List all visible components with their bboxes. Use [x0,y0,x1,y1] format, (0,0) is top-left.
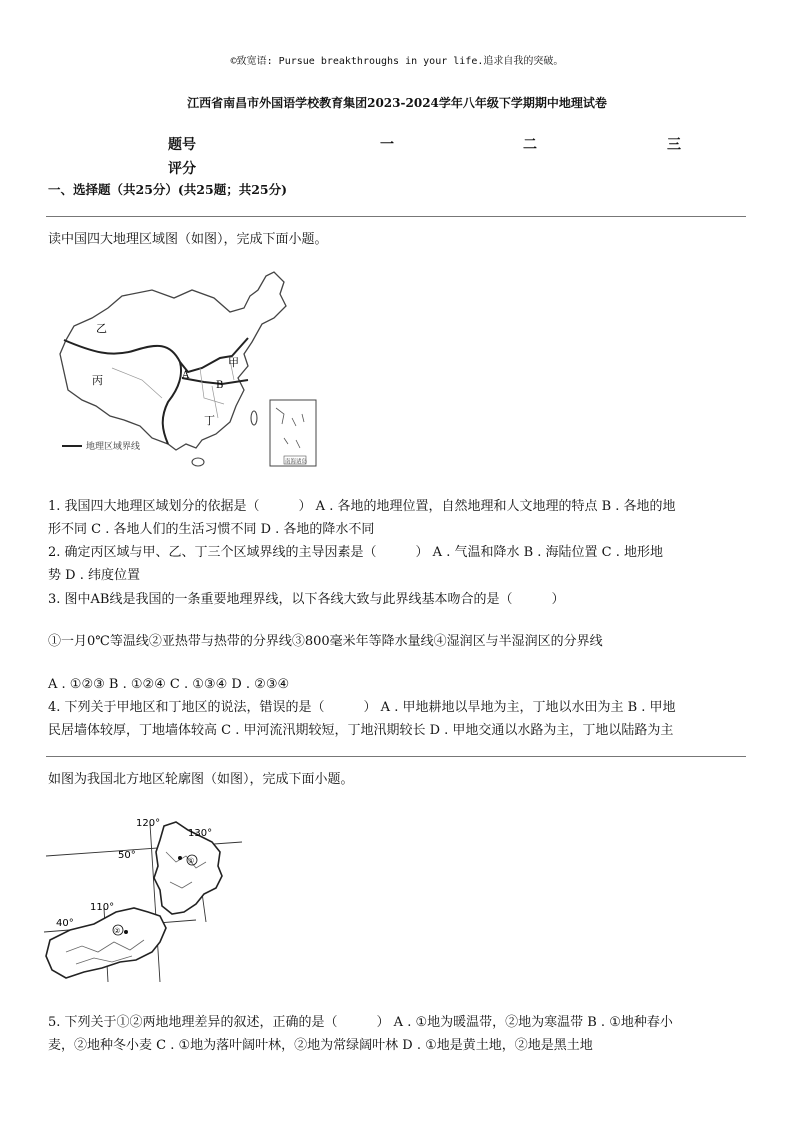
lat-label-50: 50° [118,850,136,861]
point-1-label: ① [188,857,195,865]
question-4 [48,696,746,742]
question-2-line2: 势 D . 纬度位置 [48,568,140,583]
lon-label-130: 130° [188,828,213,839]
label-ding: 丁 [204,414,215,427]
label-a: A [182,370,190,381]
point-1-dot [178,856,182,860]
question-4-line1: 4. 下列关于甲地区和丁地区的说法，错误的是（ ） A . 甲地耕地以旱地为主，丁地以水田为主 B . 甲地 [48,700,676,715]
score-table-col-2: 二 [523,137,537,153]
question-3: 3. 图中AB线是我国的一条重要地理界线，以下各线大致与此界线基本吻合的是（ ） [48,592,565,607]
lon-label-110: 110° [90,902,115,913]
score-table-row2-label: 评分 [168,161,196,177]
score-table-row1-label: 题号 [168,137,196,153]
label-yi: 乙 [96,322,107,335]
lat-label-40: 40° [56,918,74,929]
header-note: ©致宽语: Pursue breakthroughs in your life.追求自我的突破。 [230,56,564,67]
group2-intro: 如图为我国北方地区轮廓图（如图），完成下面小题。 [48,772,354,787]
divider [46,216,746,217]
score-table-col-1: 一 [380,137,394,153]
question-1-line2: 形不同 C . 各地人们的生活习惯不同 D . 各地的降水不同 [48,522,375,537]
china-regions-map [52,268,324,480]
label-b: B [216,380,224,391]
taiwan-island [251,411,257,425]
group1-intro: 读中国四大地理区域图（如图），完成下面小题。 [48,232,328,247]
question-1 [48,495,746,541]
question-3-options: A . ①②③ B . ①②④ C . ①③④ D . ②③④ [48,677,290,692]
section-heading: 一、选择题（共25分）(共25题；共25分) [48,182,288,197]
point-2-dot [124,930,128,934]
north-china-map [36,812,268,996]
lon-label-120: 120° [136,818,161,829]
label-bing: 丙 [92,374,103,387]
label-jia: 甲 [228,356,239,369]
question-5-line2: 麦，②地种冬小麦 C . ①地为落叶阔叶林，②地为常绿阔叶林 D . ①地是黄土地，②地是黑土地 [48,1038,593,1053]
question-1-line1: 1. 我国四大地理区域划分的依据是（ ） A . 各地的地理位置，自然地理和人文地理的特点 B . 各地的地 [48,499,676,514]
question-5 [48,1011,746,1057]
page-title: 江西省南昌市外国语学校教育集团2023-2024学年八年级下学期期中地理试卷 [187,96,607,110]
hainan-island [192,458,204,466]
divider [46,756,746,757]
question-2 [48,541,746,587]
question-2-line1: 2. 确定丙区域与甲、乙、丁三个区域界线的主导因素是（ ） A . 气温和降水 B . 海陆位置 C . 地形地 [48,545,664,560]
score-table-col-3: 三 [667,137,681,153]
question-5-line1: 5. 下列关于①②两地地理差异的叙述，正确的是（ ） A . ①地为暖温带，②地为寒温带 B . ①地种春小 [48,1015,673,1030]
question-4-line2: 民居墙体较厚，丁地墙体较高 C . 甲河流汛期较短，丁地汛期较长 D . 甲地交通以水路为主，丁地以陆路为主 [48,723,674,738]
inset-label: 南海诸岛 [285,459,308,465]
legend-label: 地理区域界线 [86,442,141,452]
point-2-label: ② [114,927,121,935]
question-3-statements: ①一月0℃等温线②亚热带与热带的分界线③800毫米年等降水量线④湿润区与半湿润区的分界线 [48,634,603,649]
